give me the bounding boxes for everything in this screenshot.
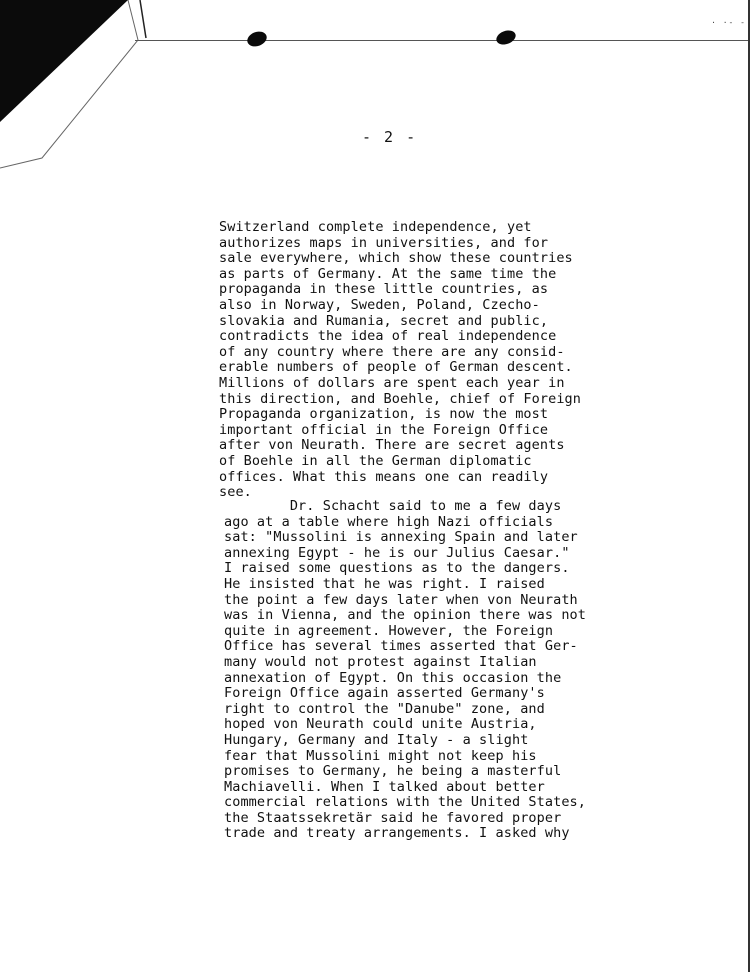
- text-line: see.: [219, 484, 252, 501]
- text-line: important official in the Foreign Office: [219, 421, 549, 438]
- text-line: was in Vienna, and the opinion there was not: [224, 607, 587, 624]
- text-line: offices. What this means one can readily: [219, 468, 549, 485]
- text-line: sat: "Mussolini is annexing Spain and later: [224, 529, 578, 546]
- text-line: commercial relations with the United States,: [224, 794, 587, 811]
- text-line: sale everywhere, which show these countries: [219, 250, 573, 267]
- text-line: right to control the "Danube" zone, and: [224, 700, 545, 717]
- text-line: Hungary, Germany and Italy - a slight: [224, 731, 529, 748]
- text-line: slovakia and Rumania, secret and public,: [219, 312, 549, 329]
- paragraph-2: [224, 499, 586, 842]
- text-line: Office has several times asserted that Ger-: [224, 638, 578, 655]
- text-line: Switzerland complete independence, yet: [219, 219, 532, 235]
- page-top-edge: [135, 40, 750, 41]
- text-line: Foreign Office again asserted Germany's: [224, 685, 545, 702]
- text-line: erable numbers of people of German descent.: [219, 359, 573, 376]
- text-line: hoped von Neurath could unite Austria,: [224, 716, 537, 733]
- page-number: - 2 -: [362, 128, 418, 146]
- text-line: fear that Mussolini might not keep his: [224, 747, 537, 764]
- text-line: annexing Egypt - he is our Julius Caesar.": [224, 544, 570, 561]
- text-line: as parts of Germany. At the same time the: [219, 265, 557, 282]
- text-line: Propaganda organization, is now the most: [219, 406, 549, 423]
- text-line: of Boehle in all the German diplomatic: [219, 452, 532, 469]
- text-line: this direction, and Boehle, chief of Foreign: [219, 390, 582, 407]
- scan-edge-marks: · ·- -: [711, 18, 746, 27]
- text-line: authorizes maps in universities, and for: [219, 234, 549, 251]
- text-line: the point a few days later when von Neurath: [224, 591, 578, 608]
- text-line: after von Neurath. There are secret agents: [219, 437, 565, 454]
- text-line: ago at a table where high Nazi officials: [224, 513, 554, 530]
- punch-hole-left: [245, 29, 269, 49]
- punch-hole-right: [494, 28, 517, 47]
- text-line: the Staatssekretär said he favored proper: [224, 809, 562, 826]
- text-line: propaganda in these little countries, as: [219, 281, 549, 298]
- text-line: He insisted that he was right. I raised: [224, 575, 545, 592]
- text-line: annexation of Egypt. On this occasion the: [224, 669, 562, 686]
- folded-corner-shadow: [0, 0, 160, 175]
- paragraph-1: [219, 220, 581, 501]
- text-line: Millions of dollars are spent each year in: [219, 374, 565, 391]
- text-line: of any country where there are any consid-: [219, 343, 565, 360]
- text-line: many would not protest against Italian: [224, 653, 537, 670]
- text-line: I raised some questions as to the dangers.: [224, 560, 570, 577]
- text-line: Machiavelli. When I talked about better: [224, 778, 545, 795]
- text-line: also in Norway, Sweden, Poland, Czecho-: [219, 296, 540, 313]
- text-line: promises to Germany, he being a masterful: [224, 763, 562, 780]
- text-line: Dr. Schacht said to me a few days: [224, 498, 562, 514]
- text-line: trade and treaty arrangements. I asked why: [224, 825, 570, 842]
- text-line: quite in agreement. However, the Foreign: [224, 622, 554, 639]
- text-line: contradicts the idea of real independence: [219, 328, 557, 345]
